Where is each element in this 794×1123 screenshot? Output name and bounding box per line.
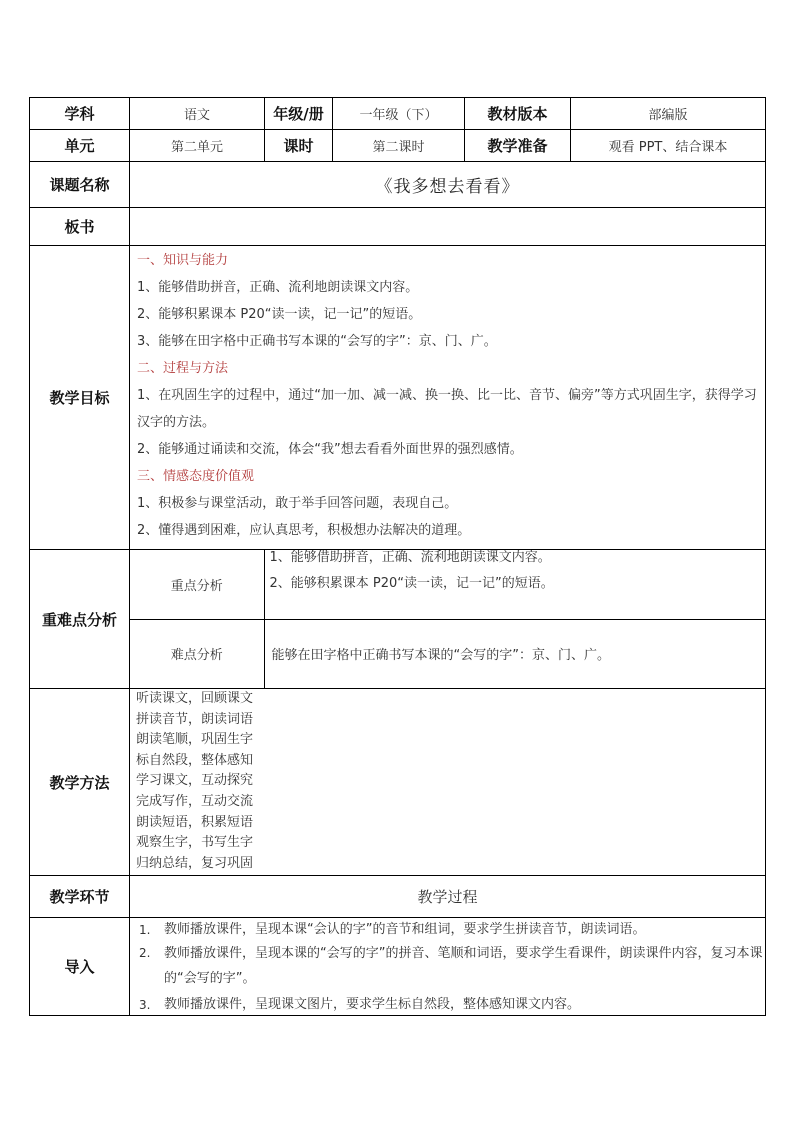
process-title: 教学过程 bbox=[130, 876, 766, 918]
analysis-content bbox=[130, 550, 766, 689]
prep-label: 教学准备 bbox=[465, 130, 571, 162]
objective-item: 2、懂得遇到困难，应认真思考，积极想办法解决的道理。 bbox=[137, 523, 471, 538]
method-item: 归纳总结，复习巩固 bbox=[136, 855, 254, 871]
subject-value: 语文 bbox=[130, 98, 265, 130]
objective-item: 1、积极参与课堂活动，敢于举手回答问题，表现自己。 bbox=[137, 496, 458, 511]
unit-value: 第二单元 bbox=[130, 130, 265, 162]
objective-item: 1、能够借助拼音，正确、流利地朗读课文内容。 bbox=[137, 280, 419, 295]
method-item: 拼读音节，朗读词语 bbox=[136, 711, 254, 727]
method-item: 听读课文，回顾课文 bbox=[136, 691, 254, 706]
grade-value: 一年级（下） bbox=[333, 98, 465, 130]
objective-item: 1、在巩固生字的过程中，通过“加一加、减一减、换一换、比一比、音节、偏旁”等方式巩固生字，获得学习汉字的方法。 bbox=[137, 388, 757, 430]
period-label: 课时 bbox=[265, 130, 333, 162]
method-item: 朗读笔顺，巩固生字 bbox=[136, 732, 254, 748]
intro-step bbox=[130, 995, 765, 1015]
intro-step-text: 教师播放课件，呈现课文图片，要求学生标自然段，整体感知课文内容。 bbox=[164, 997, 581, 1012]
intro-step-text: 教师播放课件，呈现本课的“会写的字”的拼音、笔顺和词语，要求学生看课件，朗读课件内容，复习本课的“会写的字”。 bbox=[164, 946, 763, 986]
header-row-2 bbox=[30, 130, 766, 162]
objectives-label: 教学目标 bbox=[30, 246, 130, 550]
objective-category-knowledge: 一、知识与能力 bbox=[137, 253, 229, 268]
method-item: 标自然段，整体感知 bbox=[136, 752, 254, 768]
methods-row bbox=[30, 689, 766, 876]
lesson-plan-table bbox=[29, 97, 766, 1016]
difficult-point-label: 难点分析 bbox=[130, 619, 264, 688]
methods-content bbox=[130, 689, 766, 876]
intro-step-number: 1. bbox=[139, 923, 151, 937]
method-item: 观察生字，书写生字 bbox=[136, 835, 254, 851]
lesson-name-row bbox=[30, 162, 766, 208]
intro-step-text: 教师播放课件，呈现本课“会认的字”的音节和组词，要求学生拼读音节，朗读词语。 bbox=[164, 922, 646, 937]
unit-label: 单元 bbox=[30, 130, 130, 162]
edition-value: 部编版 bbox=[571, 98, 766, 130]
objective-category-emotion: 三、情感态度价值观 bbox=[137, 469, 255, 484]
board-label: 板书 bbox=[30, 208, 130, 246]
intro-content bbox=[130, 918, 766, 1016]
method-item: 朗读短语，积累短语 bbox=[136, 814, 254, 830]
objectives-content bbox=[130, 246, 766, 550]
intro-row bbox=[30, 918, 766, 1016]
process-header-row bbox=[30, 876, 766, 918]
process-label: 教学环节 bbox=[30, 876, 130, 918]
period-value: 第二课时 bbox=[333, 130, 465, 162]
method-item: 学习课文，互动探究 bbox=[136, 773, 254, 789]
header-row-1 bbox=[30, 98, 766, 130]
key-point-item: 1、能够借助拼音，正确、流利地朗读课文内容。 bbox=[269, 550, 551, 565]
key-point-content bbox=[264, 550, 765, 619]
difficult-point-content: 能够在田字格中正确书写本课的“会写的字”：京、门、广。 bbox=[264, 619, 765, 688]
method-item: 完成写作，互动交流 bbox=[136, 793, 254, 809]
lesson-title: 《我多想去看看》 bbox=[130, 162, 766, 208]
intro-step-number: 2. bbox=[139, 946, 151, 960]
objectives-row bbox=[30, 246, 766, 550]
intro-step bbox=[130, 941, 765, 991]
lesson-name-label: 课题名称 bbox=[30, 162, 130, 208]
key-point-label: 重点分析 bbox=[130, 550, 264, 619]
difficult-point-row bbox=[130, 619, 765, 688]
objective-item: 2、能够通过诵读和交流，体会“我”想去看看外面世界的强烈感情。 bbox=[137, 442, 523, 457]
board-content bbox=[130, 208, 766, 246]
key-point-row bbox=[130, 550, 765, 619]
intro-step-number: 3. bbox=[139, 998, 151, 1012]
objective-item: 3、能够在田字格中正确书写本课的“会写的字”：京、门、广。 bbox=[137, 334, 497, 349]
key-point-item: 2、能够积累课本 P20“读一读，记一记”的短语。 bbox=[269, 576, 554, 591]
intro-steps bbox=[130, 920, 765, 1015]
edition-label: 教材版本 bbox=[465, 98, 571, 130]
intro-label: 导入 bbox=[30, 918, 130, 1016]
objective-item: 2、能够积累课本 P20“读一读，记一记”的短语。 bbox=[137, 307, 422, 322]
analysis-label: 重难点分析 bbox=[30, 550, 130, 689]
prep-value: 观看 PPT、结合课本 bbox=[571, 130, 766, 162]
analysis-row bbox=[30, 550, 766, 689]
board-row bbox=[30, 208, 766, 246]
methods-label: 教学方法 bbox=[30, 689, 130, 876]
intro-step bbox=[130, 920, 765, 940]
objective-category-process: 二、过程与方法 bbox=[137, 361, 229, 376]
grade-label: 年级/册 bbox=[265, 98, 333, 130]
subject-label: 学科 bbox=[30, 98, 130, 130]
analysis-inner-table bbox=[130, 550, 765, 688]
